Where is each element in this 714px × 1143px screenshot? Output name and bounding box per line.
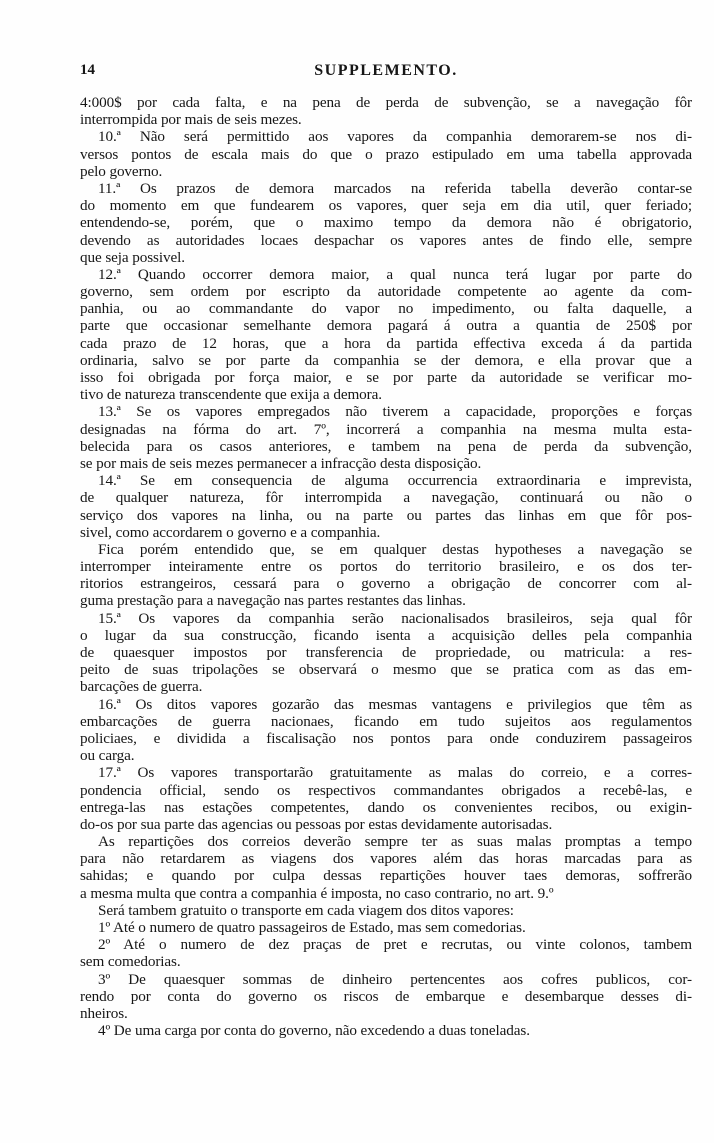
text-line: de qualquer natureza, fôr interrompida a navegação, continuará ou não o — [80, 489, 692, 507]
text-line: devendo as autoridades locaes despachar os vapores antes de findo elle, sempre — [80, 231, 692, 249]
text-line: a mesma multa que contra a companhia é imposta, no caso contrario, no art. 9.º — [80, 884, 554, 902]
text-line: policiaes, e dividida a fiscalisação nos pontos para onde conduzirem passageiros — [80, 729, 692, 747]
text-line: que seja possivel. — [80, 248, 185, 266]
text-line: guma prestação para a navegação nas partes restantes das linhas. — [80, 592, 466, 610]
page-number: 14 — [80, 62, 95, 78]
text-line: Será tambem gratuito o transporte em cada viagem dos ditos vapores: — [98, 901, 514, 919]
text-line: Fica porém entendido que, se em qualquer destas hypotheses a navegação se — [98, 540, 692, 558]
text-line: 2º Até o numero de dez praças de pret e recrutas, ou vinte colonos, tambem — [98, 936, 692, 954]
text-line: embarcações de guerra nacionaes, ficando em tudo sujeitos aos regulamentos — [80, 712, 692, 730]
text-line: tivo de natureza transcendente que exija a demora. — [80, 386, 382, 404]
text-line: isso foi obrigada por força maior, e se por parte da autoridade se verificar mo- — [80, 369, 692, 386]
text-line: serviço dos vapores na linha, ou na parte ou partes das linhas em que fôr pos- — [80, 506, 692, 524]
text-line: 14.ª Se em consequencia de alguma occurrencia extraordinaria e imprevista, — [98, 472, 692, 490]
text-line: sivel, como accordarem o governo e a companhia. — [80, 523, 381, 541]
text-line: pondencia official, sendo os respectivos commandantes obrigados a recebê-las, e — [80, 781, 692, 799]
text-line: peito de suas tripolações se observará o mesmo que se pratica com as das em- — [80, 661, 692, 679]
text-line: ordinaria, salvo se por parte da companhia se der demora, e ella provar que a — [80, 351, 692, 369]
text-line: cada prazo de 12 horas, que a hora da partida effectiva exceda á da partida — [80, 334, 692, 352]
text-line: 1º Até o numero de quatro passageiros de Estado, mas sem comedorias. — [98, 919, 526, 936]
text-line: ou carga. — [80, 747, 135, 765]
text-line: de quaesquer impostos por transferencia de propriedade, ou matricula: a res- — [80, 644, 692, 661]
document-body — [80, 94, 692, 1039]
text-line: 4º De uma carga por conta do governo, não excedendo a duas toneladas. — [98, 1022, 530, 1040]
text-line: do momento em que fundearem os vapores, quer seja em dia util, quer feriado; — [80, 197, 692, 215]
text-line: panhia, ou ao commandante do vapor no impedimento, ou falta daquelle, a — [80, 300, 692, 318]
text-line: 4:000$ por cada falta, e na pena de perda de subvenção, se a navegação fôr — [80, 94, 692, 111]
text-line: parte que occasionar semelhante demora pagará á outra a quantia de 250$ por — [80, 317, 692, 335]
text-line: versos pontos de escala mais do que o prazo estipulado em uma tabella approvada — [80, 145, 692, 163]
text-line: pelo governo. — [80, 162, 163, 180]
text-line: 13.ª Se os vapores empregados não tiverem a capacidade, proporções e forças — [98, 403, 692, 421]
text-line: belecida para os casos anteriores, e tambem na pena de perda da subvenção, — [80, 437, 692, 455]
text-line: 12.ª Quando occorrer demora maior, a qual nunca terá lugar por parte do — [98, 265, 692, 283]
text-line: sem comedorias. — [80, 953, 181, 971]
text-line: 3º De quaesquer sommas de dinheiro pertencentes aos cofres publicos, cor- — [98, 970, 692, 988]
text-line: sahidas; e quando por culpa dessas repartições houver taes demoras, soffrerão — [80, 867, 692, 885]
text-line: entrega-las nas estações competentes, dando os convenientes recibos, ou exigin- — [80, 798, 692, 816]
text-line: 11.ª Os prazos de demora marcados na referida tabella deverão contar-se — [98, 179, 692, 197]
text-line: barcações de guerra. — [80, 678, 203, 696]
text-line: entendendo-se, porém, que o maximo tempo da demora não é obrigatorio, — [80, 214, 692, 232]
text-line: interrompida por mais de seis mezes. — [80, 111, 302, 129]
page-title: SUPPLEMENTO. — [314, 62, 458, 79]
text-line: governo, sem ordem por escripto da autoridade competente ao agente da com- — [80, 283, 692, 301]
text-line: rendo por conta do governo os riscos de embarque e desembarque desses di- — [80, 987, 692, 1005]
page-header — [80, 62, 692, 82]
text-line: 17.ª Os vapores transportarão gratuitamente as malas do correio, e a corres- — [98, 764, 692, 782]
text-line: do-os por sua parte das agencias ou pessoas por estas devidamente autorisadas. — [80, 815, 553, 833]
text-line: 16.ª Os ditos vapores gozarão das mesmas vantagens e privilegios que têm as — [98, 695, 692, 713]
text-line: 10.ª Não será permittido aos vapores da companhia demorarem-se nos di- — [98, 128, 692, 146]
text-line: nheiros. — [80, 1004, 128, 1022]
text-line: se por mais de seis mezes permanecer a infracção desta disposição. — [80, 454, 482, 472]
text-line: As repartições dos correios deverão sempre ter as suas malas promptas a tempo — [98, 833, 692, 851]
text-line: interromper inteiramente entre os portos do territorio brasileiro, e os dos ter- — [80, 558, 692, 576]
text-line: 15.ª Os vapores da companhia serão nacionalisados brasileiros, seja qual fôr — [98, 609, 692, 627]
text-line: o lugar da sua construcção, ficando isenta a acquisição delles pela companhia — [80, 626, 692, 644]
text-line: designadas na fórma do art. 7º, incorrerá a companhia na mesma multa esta- — [80, 420, 692, 438]
text-line: ritorios estrangeiros, cessará para o governo a obrigação de concorrer com al- — [80, 575, 692, 593]
text-line: para não retardarem as viagens dos vapores além das horas marcadas para as — [80, 850, 692, 868]
